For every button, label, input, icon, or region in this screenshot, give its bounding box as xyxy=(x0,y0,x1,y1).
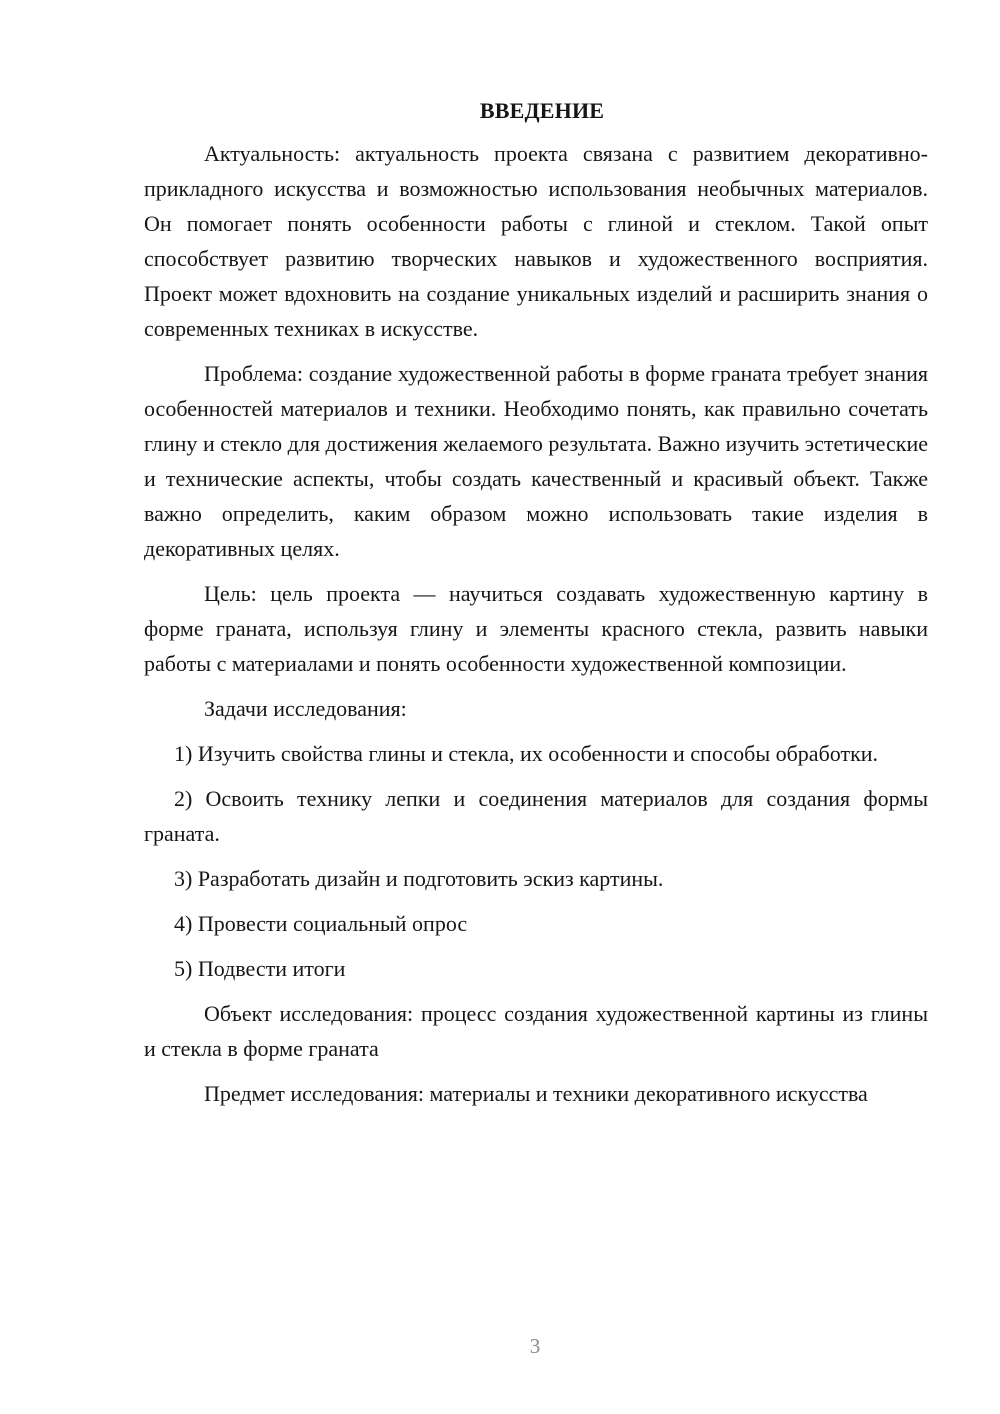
section-title: ВВЕДЕНИЕ xyxy=(479,98,605,123)
page-number: 3 xyxy=(529,1334,541,1358)
relevance-paragraph: Актуальность: актуальность проекта связана с развитием декоративно-прикладного искусства и возможностью использования необычных материалов. Он помогает понять особенности работы с глиной и стеклом. Такой опыт способствует развитию творческих навыков и художественного восприятия. Проект может вдохновить на создание уникальных изделий и расширить знания о современных техниках в искусстве. xyxy=(144,141,928,341)
task-item-4: 4) Провести социальный опрос xyxy=(174,911,468,936)
problem-paragraph: Проблема: создание художественной работы в форме граната требует знания особенностей материалов и техники. Необходимо понять, как правильно сочетать глину и стекло для достижения желаемого результата. Важно изучить эстетические и технические аспекты, чтобы создать качественный и красивый объект. Также важно определить, каким образом можно использовать такие изделия в декоративных целях. xyxy=(144,361,928,561)
object-paragraph: Объект исследования: процесс создания художественной картины из глины и стекла в форме граната xyxy=(144,1001,928,1061)
task-item-3: 3) Разработать дизайн и подготовить эскиз картины. xyxy=(174,866,664,891)
tasks-heading: Задачи исследования: xyxy=(204,696,407,721)
page-content xyxy=(144,96,928,1121)
task-item-2: 2) Освоить технику лепки и соединения материалов для создания формы граната. xyxy=(144,786,928,846)
task-item-5: 5) Подвести итоги xyxy=(174,956,346,981)
task-item-1: 1) Изучить свойства глины и стекла, их особенности и способы обработки. xyxy=(174,741,879,766)
goal-paragraph: Цель: цель проекта — научиться создавать художественную картину в форме граната, используя глину и элементы красного стекла, развить навыки работы с материалами и понять особенности художественной композиции. xyxy=(144,581,928,676)
subject-paragraph: Предмет исследования: материалы и техники декоративного искусства xyxy=(204,1081,868,1106)
